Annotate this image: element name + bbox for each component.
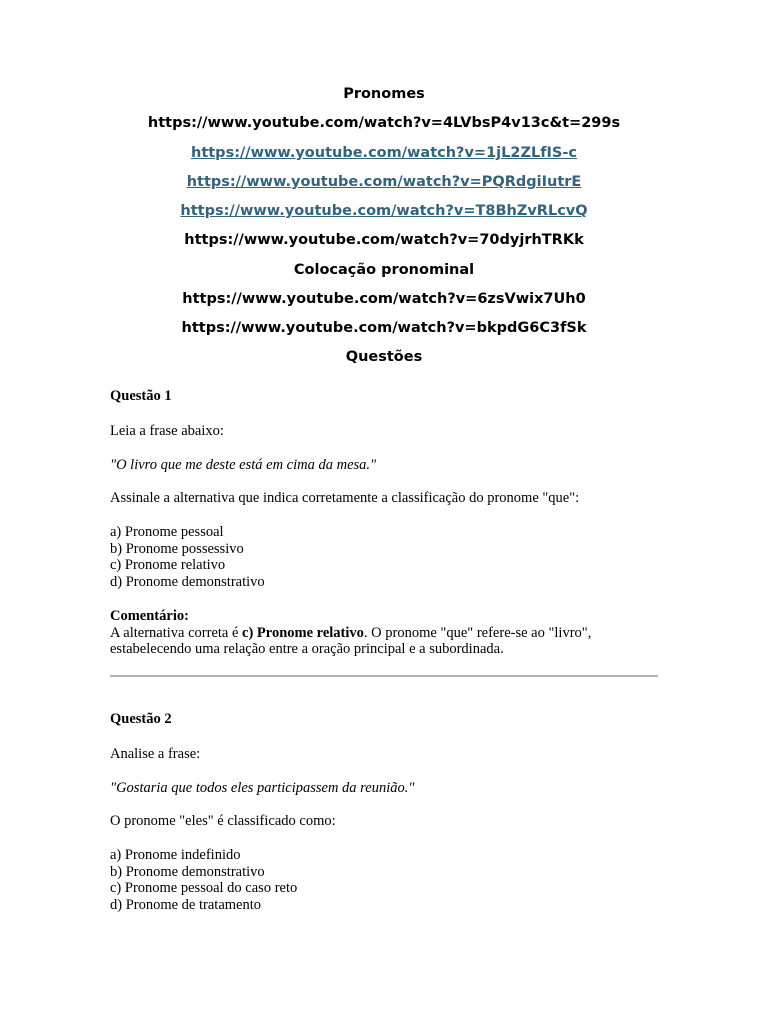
video-link-2[interactable]: https://www.youtube.com/watch?v=1jL2ZLfIS-c	[191, 145, 577, 161]
comment-label: Comentário:	[110, 608, 189, 624]
option-item: b) Pronome possessivo	[110, 540, 244, 557]
comment-rest: . O pronome "que" refere-se ao "livro",	[363, 624, 592, 641]
question-1-comment	[110, 608, 670, 658]
video-link-7: https://www.youtube.com/watch?v=bkpdG6C3fSk	[181, 320, 587, 336]
option-item: a) Pronome pessoal	[110, 524, 224, 540]
option-item: a) Pronome indefinido	[110, 847, 241, 863]
question-2-quote: "Gostaria que todos eles participassem da reunião."	[110, 780, 415, 796]
option-item: c) Pronome pessoal do caso reto	[110, 880, 298, 897]
horizontal-divider	[110, 675, 658, 677]
question-1-intro: Leia a frase abaixo:	[110, 423, 224, 439]
video-link-5: https://www.youtube.com/watch?v=70dyjrhTRKk	[184, 232, 584, 248]
comment-line-2: estabelecendo uma relação entre a oração principal e a subordinada.	[110, 641, 504, 658]
option-item: d) Pronome de tratamento	[110, 897, 261, 914]
question-2-intro: Analise a frase:	[110, 746, 201, 762]
page-title: Pronomes	[343, 86, 425, 102]
comment-prefix: A alternativa correta é	[110, 624, 243, 641]
comment-line-1	[110, 625, 670, 642]
video-link-row-4	[0, 201, 768, 221]
option-item: b) Pronome demonstrativo	[110, 863, 265, 880]
section-heading-questoes: Questões	[345, 349, 423, 365]
question-1-quote: "O livro que me deste está em cima da mesa."	[110, 457, 377, 473]
question-1-prompt: Assinale a alternativa que indica corretamente a classificação do pronome "que":	[110, 490, 580, 506]
video-link-6: https://www.youtube.com/watch?v=6zsVwix7Uh0	[182, 291, 586, 307]
video-link-row-3	[0, 172, 768, 192]
question-1-title: Questão 1	[110, 388, 172, 404]
option-item: d) Pronome demonstrativo	[110, 574, 265, 591]
section-heading-colocacao: Colocação pronominal	[293, 262, 475, 278]
question-2-prompt: O pronome "eles" é classificado como:	[110, 813, 336, 829]
question-1-options	[110, 524, 670, 591]
video-link-row-2	[0, 143, 768, 163]
video-link-1: https://www.youtube.com/watch?v=4LVbsP4v13c&t=299s	[147, 115, 621, 131]
comment-answer: c) Pronome relativo	[242, 624, 364, 641]
question-2-options	[110, 847, 670, 914]
video-link-4[interactable]: https://www.youtube.com/watch?v=T8BhZvRLcvQ	[180, 203, 588, 219]
video-link-3[interactable]: https://www.youtube.com/watch?v=PQRdgiIutrE	[186, 174, 582, 190]
question-2-title: Questão 2	[110, 711, 172, 727]
option-item: c) Pronome relativo	[110, 557, 226, 574]
